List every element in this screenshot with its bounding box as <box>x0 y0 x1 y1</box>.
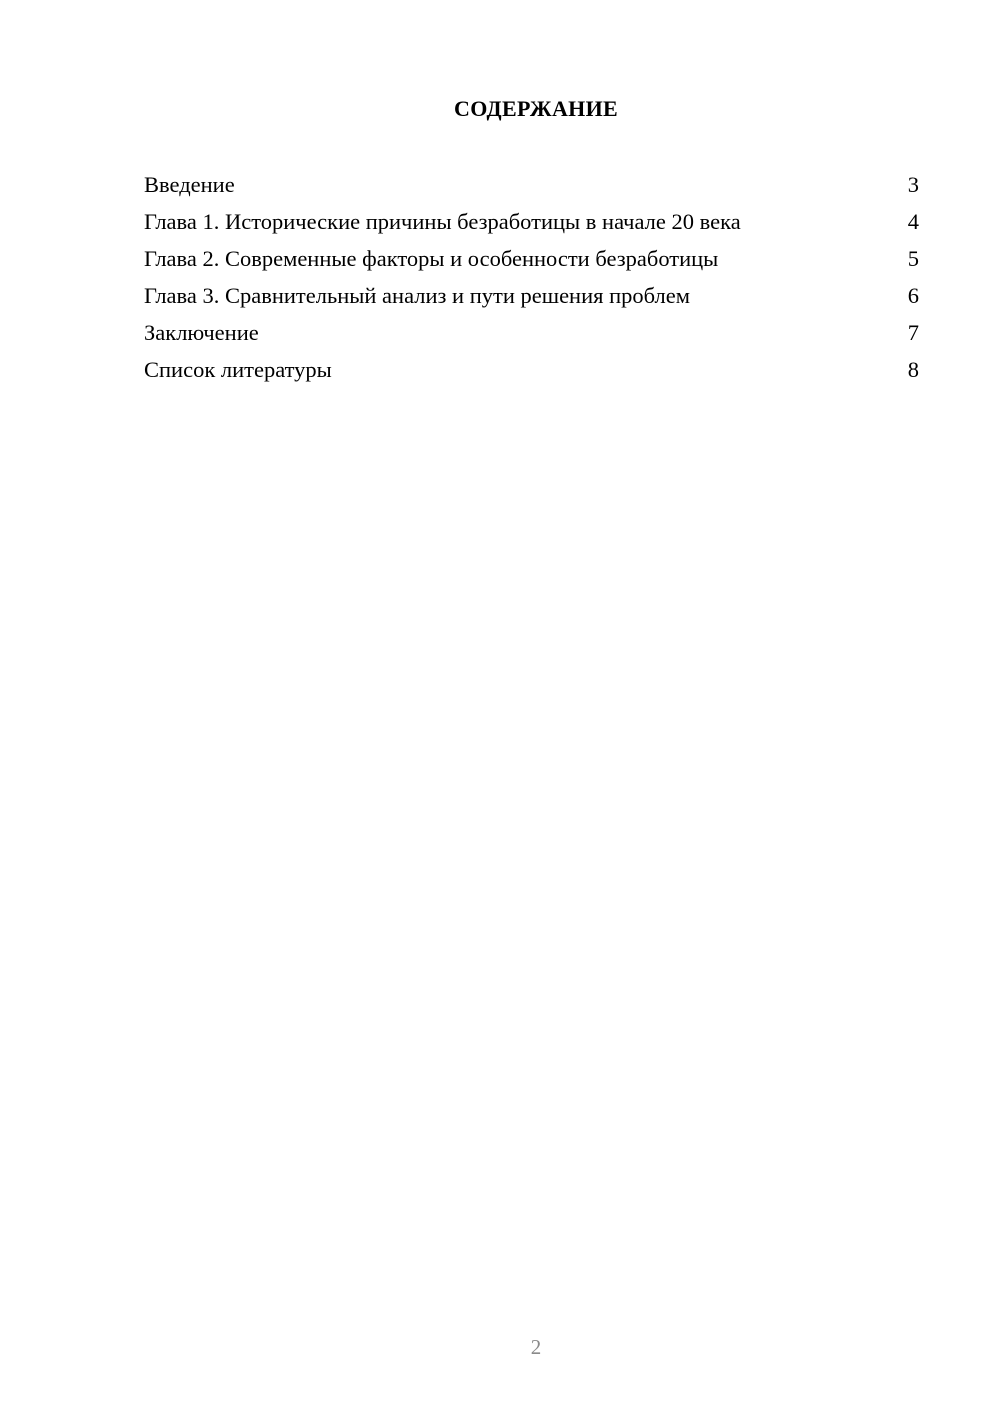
toc-heading: СОДЕРЖАНИЕ <box>454 96 618 121</box>
toc-entry-page-number: 7 <box>907 320 919 345</box>
toc-entry-label: Заключение <box>144 320 259 345</box>
toc-entry-chapter-1 <box>144 206 919 243</box>
toc-entry-references <box>144 354 919 391</box>
toc-entry-page-number: 4 <box>907 209 919 234</box>
toc-entry-page-number: 5 <box>907 246 919 271</box>
toc-entry-page-number: 3 <box>907 172 919 197</box>
toc-entry-label: Глава 2. Современные факторы и особенности безработицы <box>144 246 719 271</box>
toc-entry-label: Список литературы <box>144 357 332 382</box>
toc-entry-conclusion <box>144 317 919 354</box>
toc-entry-page-number: 8 <box>907 357 919 382</box>
toc-entry-label: Глава 1. Исторические причины безработицы в начале 20 века <box>144 209 741 234</box>
toc-entry-page-number: 6 <box>907 283 919 308</box>
toc-entry-chapter-2 <box>144 243 919 280</box>
toc-entry-label: Введение <box>144 172 235 197</box>
toc-entry-chapter-3 <box>144 280 919 317</box>
toc-entry-label: Глава 3. Сравнительный анализ и пути решения проблем <box>144 283 690 308</box>
toc-entry-introduction <box>144 169 919 206</box>
table-of-contents <box>144 169 919 391</box>
page-number: 2 <box>530 1335 542 1359</box>
